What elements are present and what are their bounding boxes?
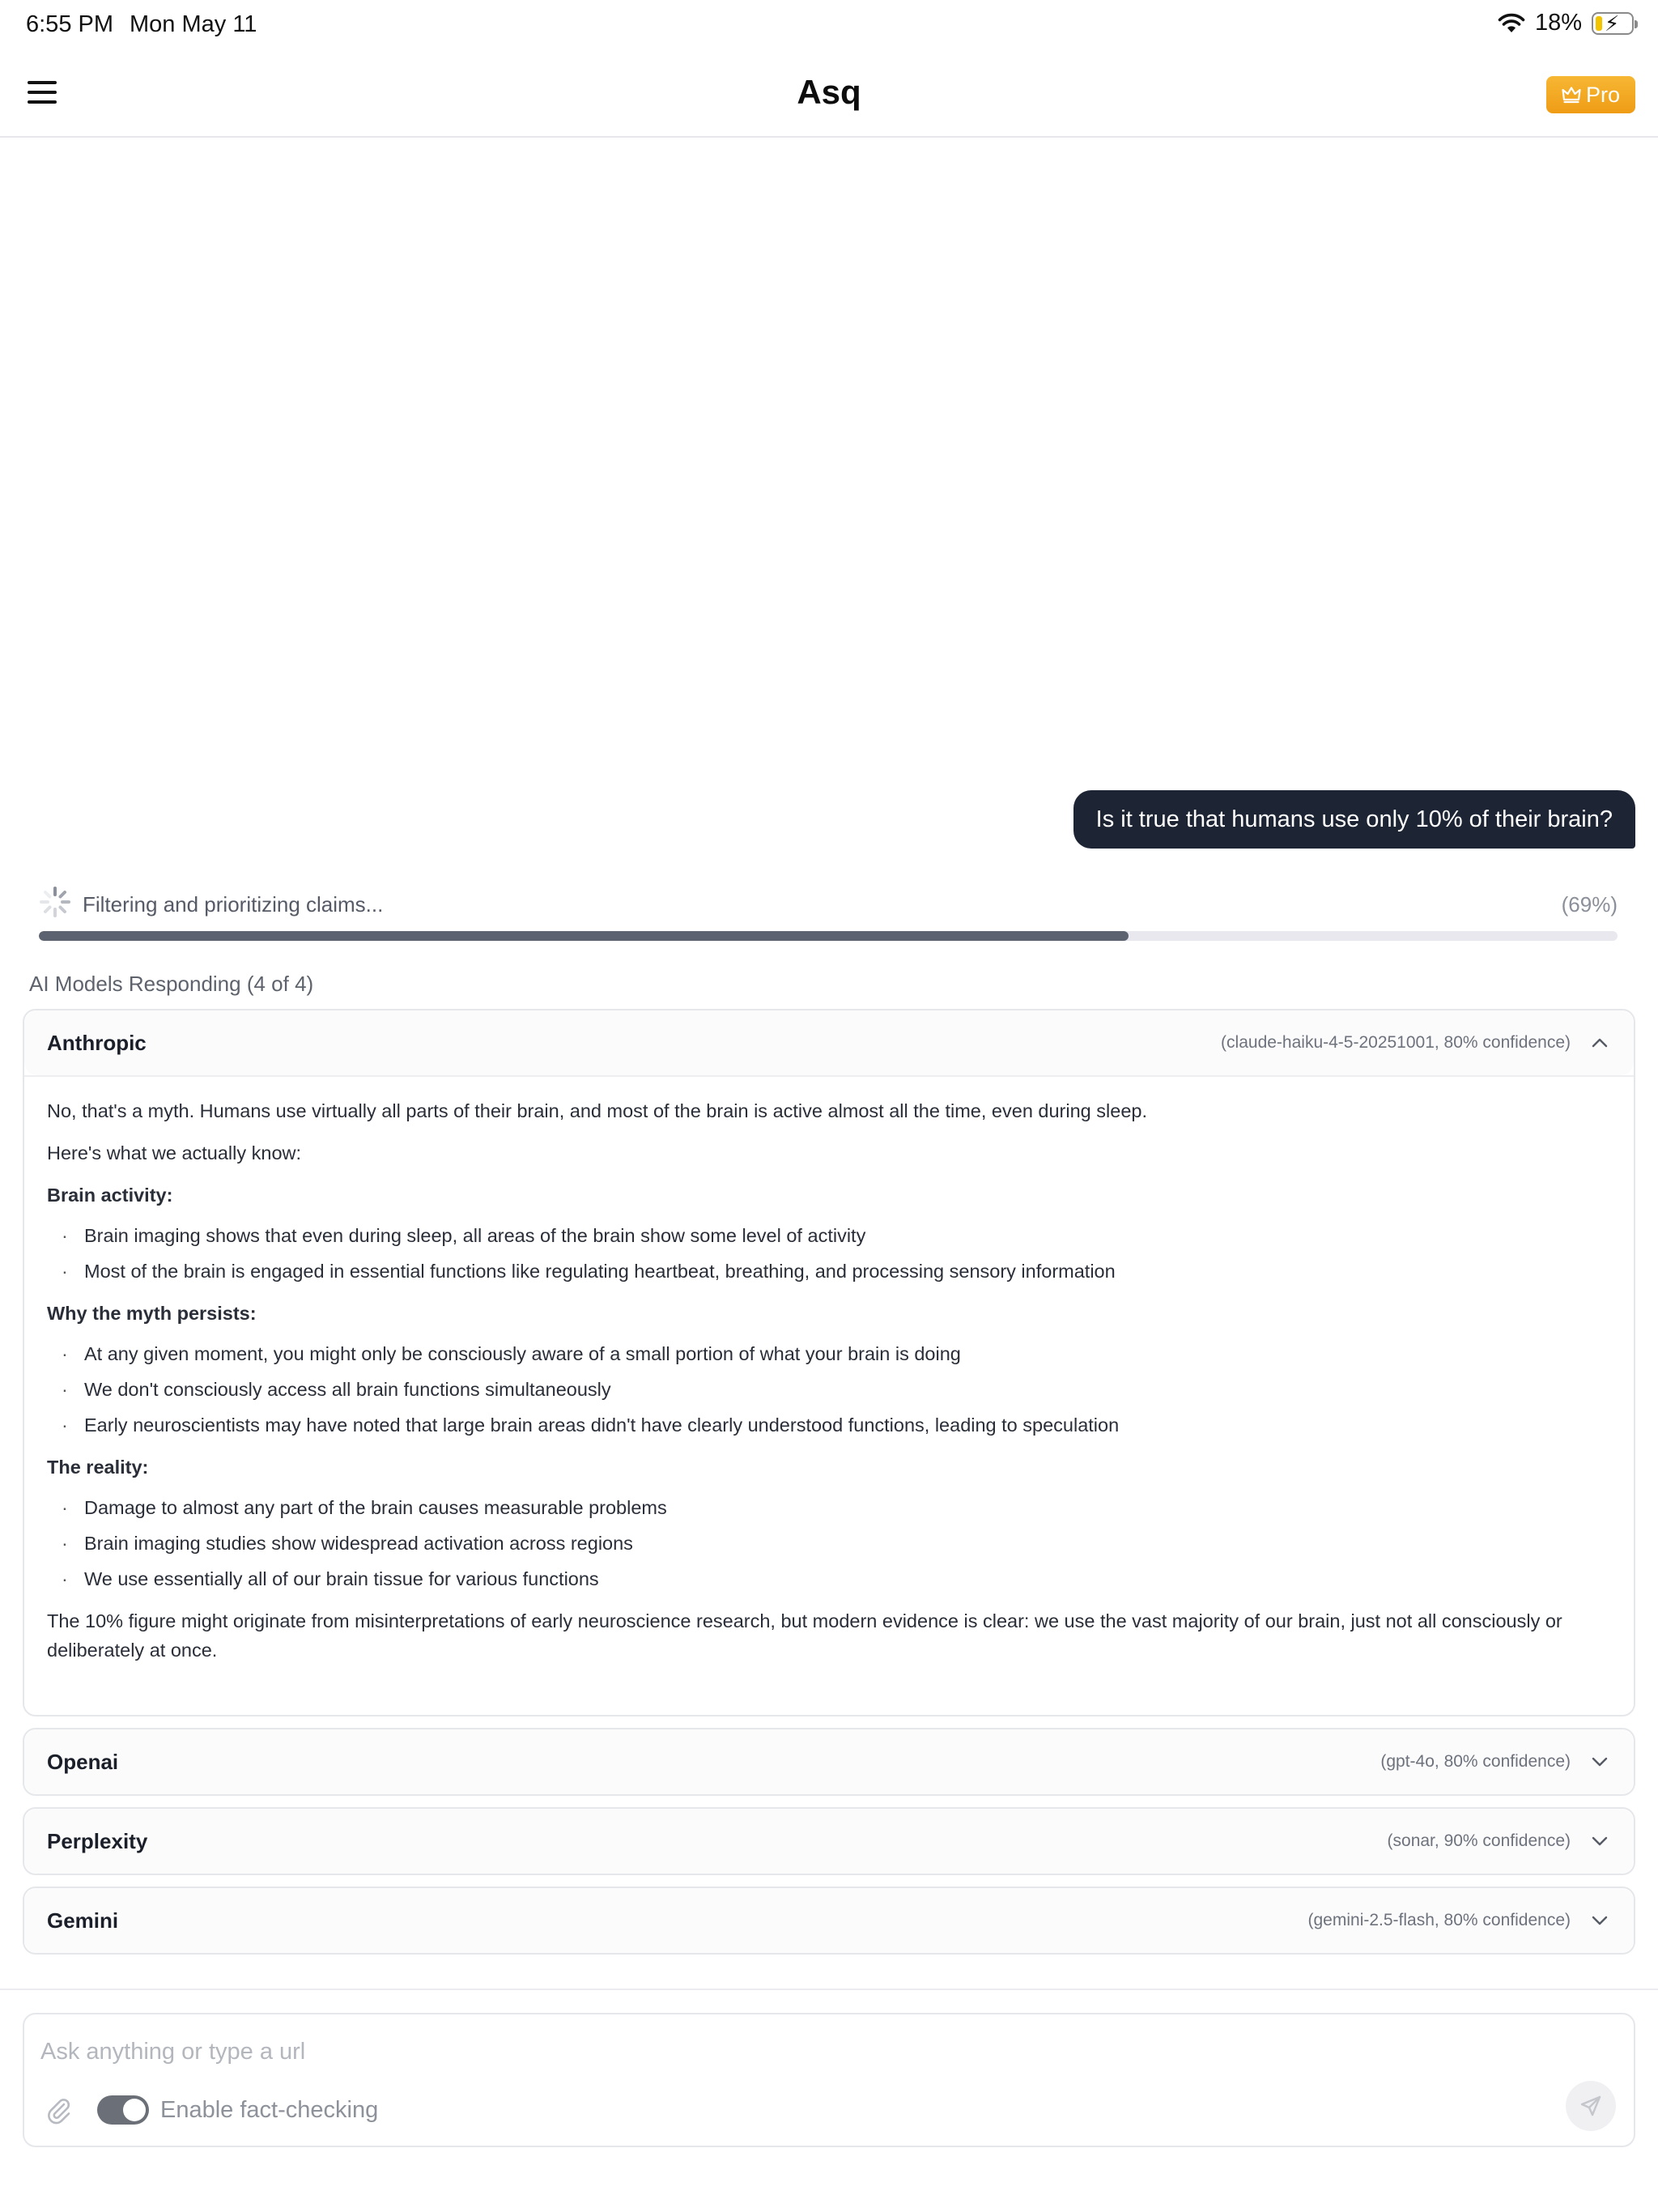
list-item: · We use essentially all of our brain tissue for various functions [47, 1564, 1611, 1593]
list-item: · Brain imaging studies show widespread activation across regions [47, 1529, 1611, 1558]
model-meta: (sonar, 90% confidence) [1387, 1831, 1571, 1850]
list-item: · Brain imaging shows that even during sleep, all areas of the brain show some level of activity [47, 1221, 1611, 1250]
pro-button[interactable] [1546, 76, 1635, 113]
section-heading: Brain activity: [47, 1185, 173, 1206]
bullet-list [47, 1221, 1611, 1286]
model-panel-openai [23, 1728, 1635, 1796]
progress-bar-fill [39, 931, 1129, 941]
model-meta: (gemini-2.5-flash, 80% confidence) [1307, 1911, 1571, 1929]
model-name: Gemini [47, 1908, 119, 1933]
progress-bar [39, 931, 1618, 941]
wifi-icon [1498, 13, 1525, 34]
battery-percent: 18% [1534, 10, 1582, 36]
response-intro: No, that's a myth. Humans use virtually all parts of their brain, and most of the brain is active almost all the time, even during sleep. [47, 1100, 1147, 1121]
model-panel-header-openai[interactable] [24, 1729, 1634, 1794]
fact-check-toggle[interactable] [97, 2095, 149, 2125]
battery-icon: ⚡ [1592, 12, 1634, 35]
paperclip-icon[interactable] [42, 2094, 74, 2126]
list-item: · We don't consciously access all brain functions simultaneously [47, 1375, 1611, 1404]
send-button[interactable] [1566, 2081, 1616, 2131]
bullet-list [47, 1493, 1611, 1593]
composer [23, 2013, 1635, 2147]
model-name: Anthropic [47, 1030, 147, 1055]
progress-label: Filtering and prioritizing claims... [83, 892, 384, 917]
chevron-down-icon[interactable] [1588, 1830, 1611, 1853]
message-input[interactable] [40, 2035, 1579, 2068]
section-heading: Why the myth persists: [47, 1303, 257, 1324]
user-message-bubble: Is it true that humans use only 10% of their brain? [1073, 790, 1635, 849]
response-conclusion: The 10% figure might originate from misinterpretations of early neuroscience research, but modern evidence is clear: we use the vast majority of our brain, just not all consciously or deliberately at once. [47, 1610, 1562, 1661]
section-heading: The reality: [47, 1457, 149, 1478]
status-bar [0, 0, 1658, 50]
bullet-list [47, 1339, 1611, 1440]
list-item: · Damage to almost any part of the brain causes measurable problems [47, 1493, 1611, 1522]
status-indicators [1498, 10, 1634, 36]
chevron-down-icon[interactable] [1588, 1909, 1611, 1932]
model-response-body [24, 1075, 1634, 1694]
model-name: Openai [47, 1749, 119, 1774]
model-panel-anthropic [23, 1009, 1635, 1716]
composer-divider [0, 1989, 1658, 1990]
list-item: · Most of the brain is engaged in essential functions like regulating heartbeat, breathing, and processing sensory information [47, 1257, 1611, 1286]
fact-check-label: Enable fact-checking [160, 2097, 379, 2123]
status-time: 6:55 PM [26, 11, 113, 37]
model-name: Perplexity [47, 1828, 148, 1853]
model-meta: (claude-haiku-4-5-20251001, 80% confidence) [1221, 1033, 1571, 1052]
model-panel-header-perplexity[interactable] [24, 1809, 1634, 1874]
chevron-down-icon[interactable] [1588, 1750, 1611, 1773]
model-panel-perplexity [23, 1807, 1635, 1875]
crown-icon [1562, 86, 1581, 104]
chevron-up-icon[interactable] [1588, 1032, 1611, 1054]
models-responding-heading: AI Models Responding (4 of 4) [29, 972, 314, 996]
list-item: · At any given moment, you might only be consciously aware of a small portion of what your brain is doing [47, 1339, 1611, 1368]
send-icon [1579, 2094, 1603, 2118]
app-header [0, 50, 1658, 138]
response-lead: Here's what we actually know: [47, 1142, 302, 1163]
model-meta: (gpt-4o, 80% confidence) [1380, 1752, 1571, 1771]
list-item: · Early neuroscientists may have noted that large brain areas didn't have clearly understood functions, leading to speculation [47, 1410, 1611, 1440]
progress-status [39, 886, 1618, 921]
model-panel-gemini [23, 1887, 1635, 1955]
progress-percent: (69%) [1561, 892, 1618, 917]
status-date: Mon May 11 [130, 11, 257, 37]
loading-spinner-icon [39, 886, 71, 918]
pro-label: Pro [1585, 82, 1621, 107]
app-title: Asq [797, 73, 861, 111]
model-panel-header-gemini[interactable] [24, 1888, 1634, 1953]
model-panel-header-anthropic[interactable] [24, 1010, 1634, 1075]
